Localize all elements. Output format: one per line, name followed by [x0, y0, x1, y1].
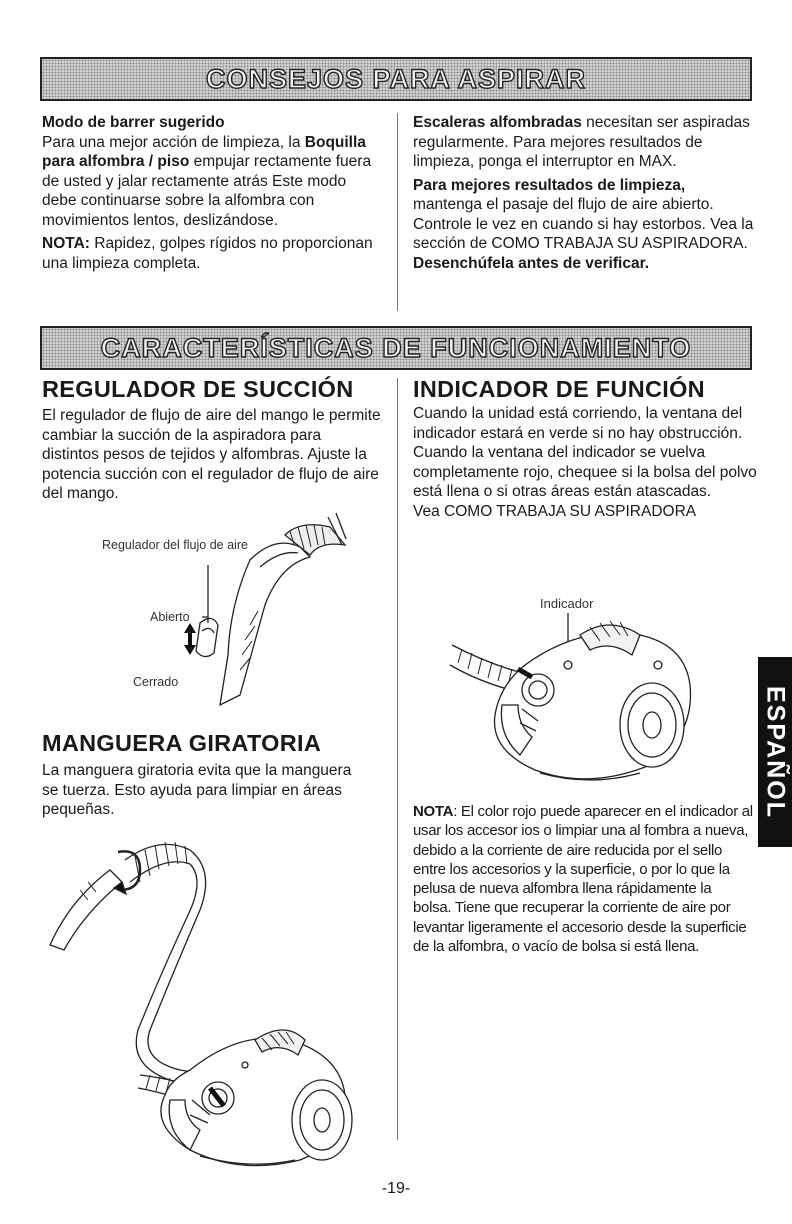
indicator-text-2: Cuando la ventana del indicador se vuelva completamente rojo, chequee si la bolsa del polvo está llena o si otras áreas están atascadas.	[413, 444, 757, 500]
stairs-text: necesitan ser aspiradas regularmente. Para mejores resultados de limpieza, ponga el interruptor en MAX.	[413, 114, 750, 170]
airflow-paragraph	[413, 176, 758, 274]
suction-regulator-text: El regulador de flujo de aire del mango le permite cambiar la succión de la aspiradora para distintos pesos de tejidos y alfombras. Ajuste la potencia succión con el regulador de flujo de aire del mango.	[42, 407, 381, 502]
banner-caracteristicas-title: CARACTERÍSTICAS DE FUNCIONAMIENTO	[100, 332, 692, 363]
swivel-hose-text: La manguera giratoria evita que la manguera se tuerza. Esto ayuda para limpiar en áreas pequeñas.	[42, 762, 352, 818]
nota-label: NOTA:	[42, 235, 90, 252]
banner-consejos	[40, 57, 752, 101]
swivel-hose-section	[42, 730, 362, 820]
tips-text: Para una mejor acción de limpieza, la	[42, 133, 305, 151]
function-indicator-illustration	[440, 605, 700, 795]
indicator-note	[413, 802, 753, 956]
airflow-text: mantenga el pasaje del flujo de aire abierto. Controle le vez en cuando si hay estorbos. Vea la sección de COMO TRABAJA SU ASPIRADORA.	[413, 196, 754, 252]
tips-heading: Modo de barrer sugerido	[42, 114, 225, 131]
indicator-note-text: : El color rojo puede aparecer en el indicador al usar los accesor ios o limpiar una al fombra a nueva, debido a la corriente de aire reducida por el sello entre los accesorios y la superficie, o por lo que la pelusa de nueva alfombra llena rápidamente la bolsa. Tiene que recuperar la corriente de aire por levantar ligeramente el accesorio desde la superficie de la alfombra, o vacío de bolsa si está llena.	[413, 803, 753, 956]
banner-consejos-title: CONSEJOS PARA ASPIRAR	[205, 63, 587, 94]
language-tab	[758, 657, 792, 847]
tips-text: empujar rectamente fuera de usted y jalar rectamente atrás Este modo debe continuarse sobre la alfombra con movimientos lentos, deslizándose.	[42, 153, 372, 229]
stairs-paragraph	[413, 113, 758, 172]
airflow-bold: Para mejores resultados de limpieza,	[413, 176, 686, 194]
language-tab-label: ESPAÑOL	[761, 685, 790, 819]
page-number: -19-	[381, 1180, 411, 1197]
label-open: Abierto	[150, 610, 190, 624]
indicator-text-3: Vea COMO TRABAJA SU ASPIRADORA	[413, 502, 697, 520]
swivel-hose-title: MANGUERA GIRATORIA	[42, 730, 322, 756]
stairs-bold: Escaleras alfombradas	[413, 114, 582, 131]
swivel-hose-illustration	[40, 830, 360, 1170]
indicator-note-paragraph	[413, 802, 753, 956]
label-regulator: Regulador del flujo de aire	[102, 538, 248, 552]
nota-text: Rapidez, golpes rígidos no proporcionan una limpieza completa.	[42, 235, 373, 272]
unplug-bold: Desenchúfela antes de verificar.	[413, 254, 650, 272]
banner-caracteristicas	[40, 326, 752, 370]
indicator-note-label: NOTA	[413, 803, 454, 820]
label-indicator: Indicador	[540, 596, 594, 611]
function-indicator-section	[413, 376, 758, 521]
tips-nota	[42, 234, 377, 273]
suction-regulator-title: REGULADOR DE SUCCIÓN	[42, 376, 354, 402]
tips-paragraph	[42, 133, 377, 231]
function-indicator-title: INDICADOR DE FUNCIÓN	[413, 376, 705, 402]
tips-bold: Boquilla para alfombra / piso	[42, 133, 366, 170]
tips-left-column	[42, 113, 377, 273]
column-divider-lower	[397, 378, 398, 1140]
column-divider	[397, 113, 398, 311]
suction-regulator-section	[42, 376, 382, 504]
label-closed: Cerrado	[133, 675, 179, 689]
indicator-text-1: Cuando la unidad está corriendo, la ventana del indicador estará en verde si no hay obstrucción.	[413, 405, 743, 442]
tips-right-column	[413, 113, 758, 273]
